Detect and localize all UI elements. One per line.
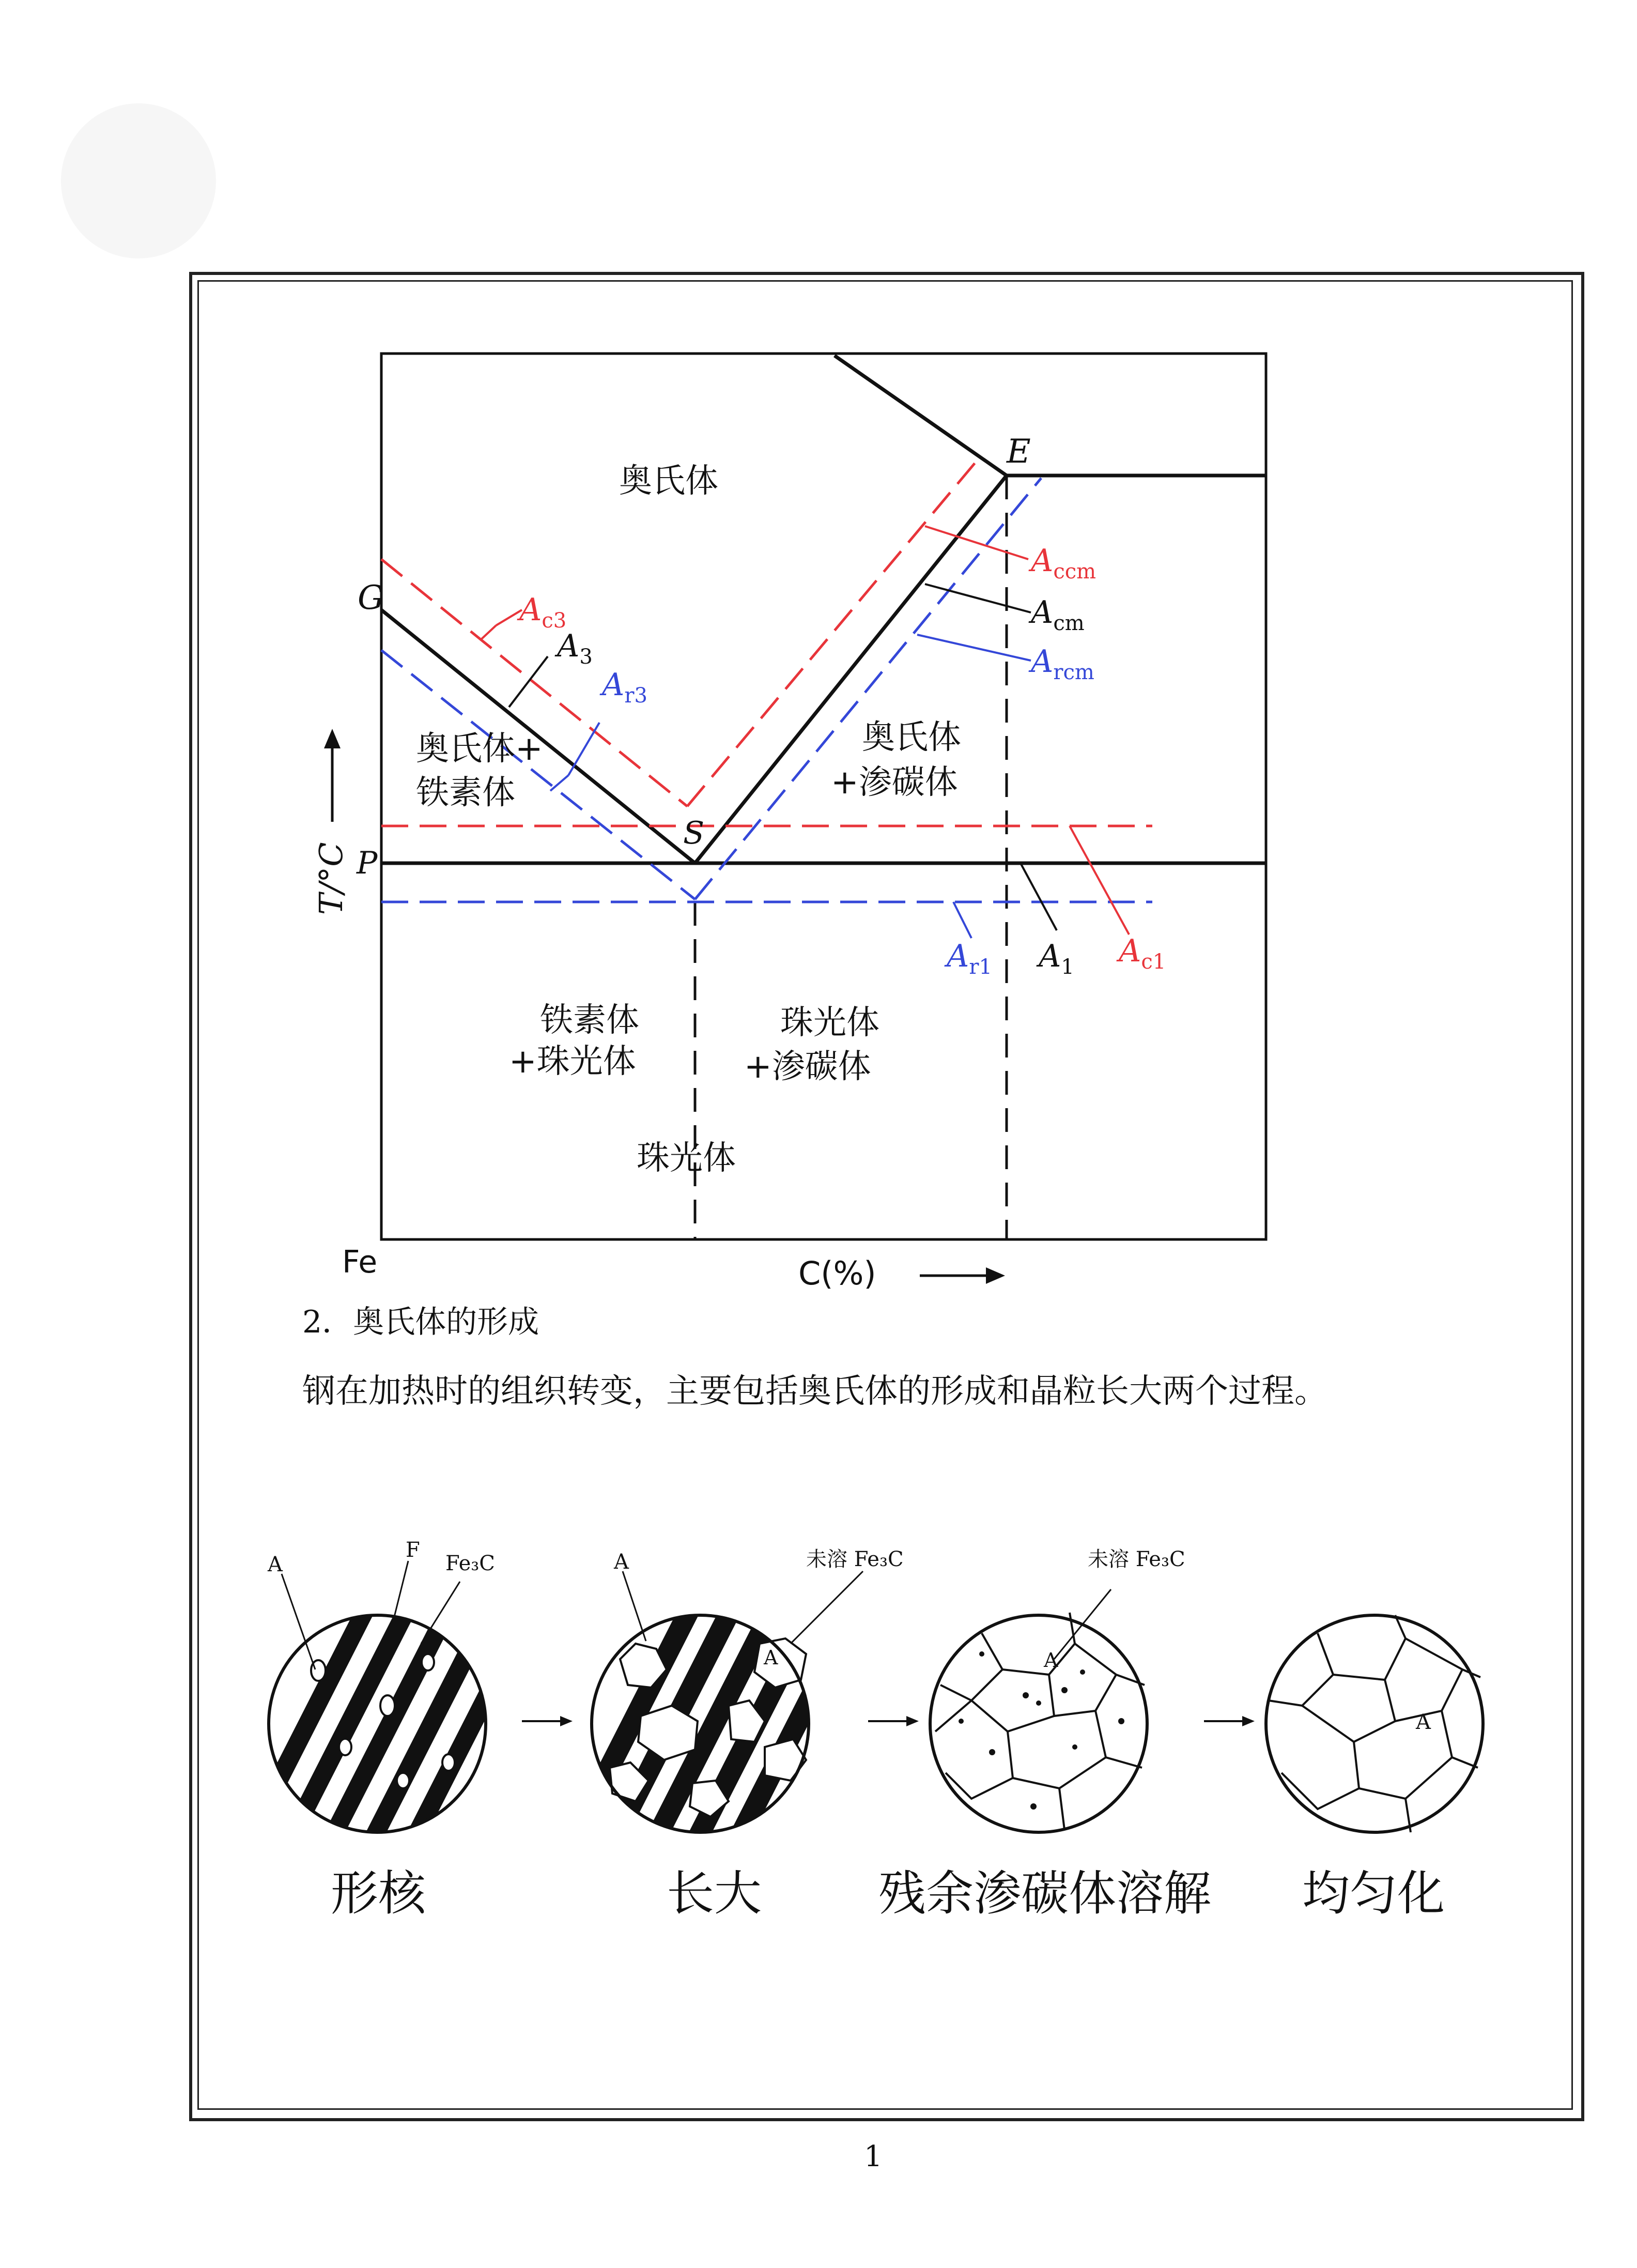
label-ar1: $A_{r1}$ [947,938,992,979]
label-leaders [481,526,1129,938]
origin-label: Fe [342,1244,378,1280]
region-austenite: 奥氏体 [619,462,718,500]
composition-dashed-lines [695,476,1007,1239]
arrow-2 [868,1716,919,1726]
stage-dissolution-figure [930,1589,1147,1832]
region-aus-cementite-2: +渗碳体 [831,763,958,802]
upper-liquidus-line [835,356,1007,476]
stage-name-growth: 长大 [667,1866,762,1921]
stage-nucleation-figure [227,1561,641,1861]
region-aus-cementite-1: 奥氏体 [862,718,961,757]
arrow-1 [522,1716,573,1726]
label-ar3: $A_{r3}$ [602,667,647,708]
region-pearlite-cementite-2: +渗碳体 [744,1048,871,1086]
stage-homogenization-figure [1266,1615,1483,1832]
region-pearlite: 珠光体 [637,1139,736,1177]
label-accm: $A_{ccm}$ [1031,543,1097,584]
stage-growth-figure [550,1571,925,1861]
stage2-grain-a: A [764,1646,778,1669]
label-acm: $A_{cm}$ [1031,594,1085,635]
se-line-acm [695,476,1007,863]
label-arcm: $A_{rcm}$ [1031,643,1094,684]
point-p-label: P [357,845,378,881]
stage1-label-fe3c: Fe₃C [445,1552,495,1575]
stage3-grain-a: A [1044,1649,1058,1672]
region-ferrite-pearlite-2: +珠光体 [509,1043,636,1081]
arrow-3 [1204,1716,1255,1726]
point-s-label: S [683,815,705,851]
arcm-line [695,478,1041,899]
cooling-lines [381,478,1152,902]
section-heading: 2．奥氏体的形成 [302,1304,539,1340]
x-axis-arrow [920,1267,1005,1284]
region-aus-ferrite-2: 铁素体 [416,774,515,812]
label-a3: $A_3$ [557,628,593,669]
label-ac1: $A_{c1}$ [1119,933,1166,974]
stage-name-nucleation: 形核 [331,1866,426,1921]
stage3-label-undissolved: 未溶 Fe₃C [1088,1547,1185,1571]
stage2-label-a: A [614,1550,629,1574]
region-pearlite-cementite-1: 珠光体 [780,1004,879,1042]
stage-name-homogenization: 均匀化 [1302,1866,1445,1921]
stage-name-dissolution: 残余渗碳体溶解 [878,1866,1212,1921]
stage1-label-f: F [406,1538,420,1562]
point-g-label: G [358,579,384,617]
label-ac3: $A_{c3}$ [519,592,567,633]
page-number: 1 [864,2140,883,2173]
region-ferrite-pearlite-1: 铁素体 [540,1001,639,1039]
point-e-label: E [1007,433,1031,471]
stage2-label-undissolved: 未溶 Fe₃C [806,1547,904,1571]
section-body-text: 钢在加热时的组织转变，主要包括奥氏体的形成和晶粒长大两个过程。 [302,1372,1327,1411]
stage1-label-a: A [268,1553,283,1576]
stage4-grain-a: A [1416,1710,1431,1734]
region-aus-ferrite-1: 奥氏体+ [416,730,543,768]
heating-lines [381,455,1152,826]
y-axis-arrow [324,729,341,822]
x-axis-label: C(%) [798,1254,876,1292]
label-a1: $A_1$ [1039,938,1074,979]
y-axis-label: T/°C [312,842,350,915]
